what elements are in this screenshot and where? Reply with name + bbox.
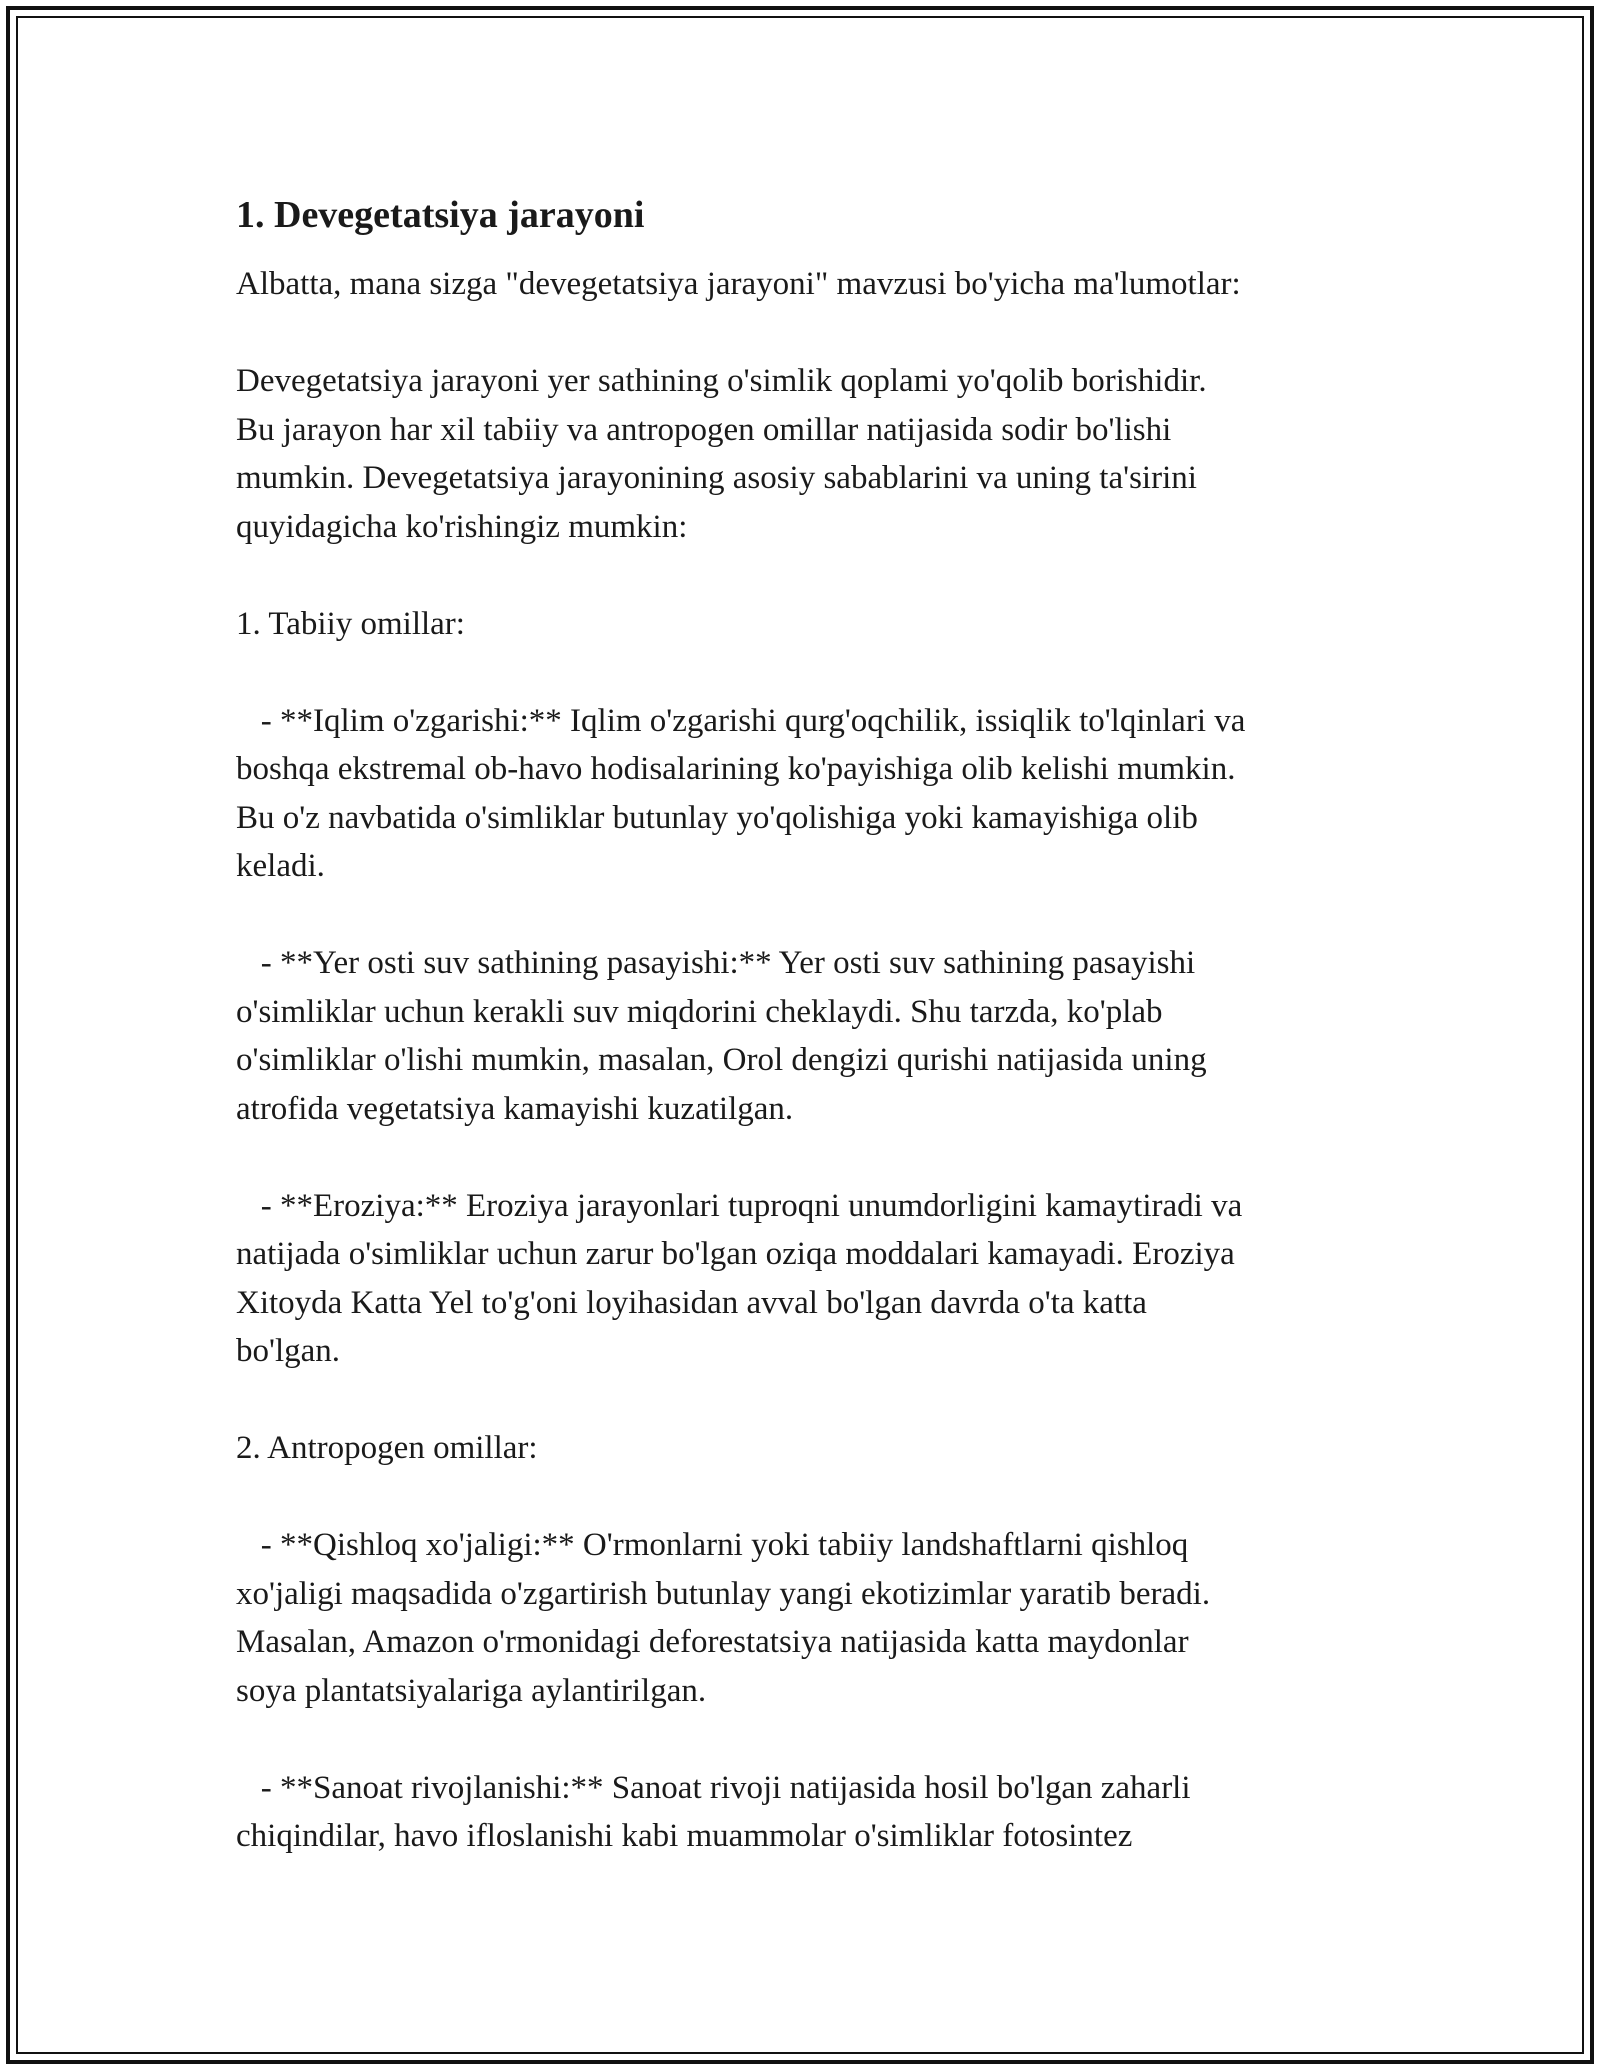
- list-item-groundwater-decline: - **Yer osti suv sathining pasayishi:** Yer osti suv sathining pasayishi o'simliklar uchun kerakli suv miqdorini cheklaydi. Shu tarzda, ko'plab o'simliklar o'lishi mumkin, masalan, Orol dengizi qurishi natijasida uning atrofida vegetatsiya kamayishi kuzatilgan.: [236, 945, 1207, 1127]
- document-body: [236, 186, 1416, 1861]
- list-item-industrial-development: - **Sanoat rivojlanishi:** Sanoat rivoji natijasida hosil bo'lgan zaharli chiqindilar, havo ifloslanishi kabi muammolar o'simliklar fotosintez: [236, 1769, 1191, 1854]
- document-title: 1. Devegetatsiya jarayoni: [236, 194, 645, 236]
- list-item-climate-change: - **Iqlim o'zgarishi:** Iqlim o'zgarishi qurg'oqchilik, issiqlik to'lqinlari va boshqa ekstremal ob-havo hodisalarining ko'payishiga olib kelishi mumkin. Bu o'z navbatida o'simliklar butunlay yo'qolishiga yoki kamayishiga olib keladi.: [236, 702, 1246, 884]
- list-item-erosion: - **Eroziya:** Eroziya jarayonlari tuproqni unumdorligini kamaytiradi va natijada o'simliklar uchun zarur bo'lgan oziqa moddalari kamayadi. Eroziya Xitoyda Katta Yel to'g'oni loyihasidan avval bo'lgan davrda o'ta katta bo'lgan.: [236, 1187, 1243, 1369]
- intro-paragraph: Albatta, mana sizga "devegetatsiya jarayoni" mavzusi bo'yicha ma'lumotlar:: [236, 266, 1241, 302]
- section-heading-anthropogenic-factors: 2. Antropogen omillar:: [236, 1430, 538, 1466]
- section-heading-natural-factors: 1. Tabiiy omillar:: [236, 605, 465, 642]
- list-item-agriculture: - **Qishloq xo'jaligi:** O'rmonlarni yoki tabiiy landshaftlarni qishloq xo'jaligi maqsadida o'zgartirish butunlay yangi ekotizimlar yaratib beradi. Masalan, Amazon o'rmonidagi deforestatsiya natijasida katta maydonlar soya plantatsiyalariga aylantirilgan.: [236, 1527, 1211, 1709]
- definition-paragraph: Devegetatsiya jarayoni yer sathining o'simlik qoplami yo'qolib borishidir. Bu jarayon har xil tabiiy va antropogen omillar natijasida sodir bo'lishi mumkin. Devegetatsiya jarayonining asosiy sabablarini va uning ta'sirini quyidagicha ko'rishingiz mumkin:: [236, 363, 1207, 545]
